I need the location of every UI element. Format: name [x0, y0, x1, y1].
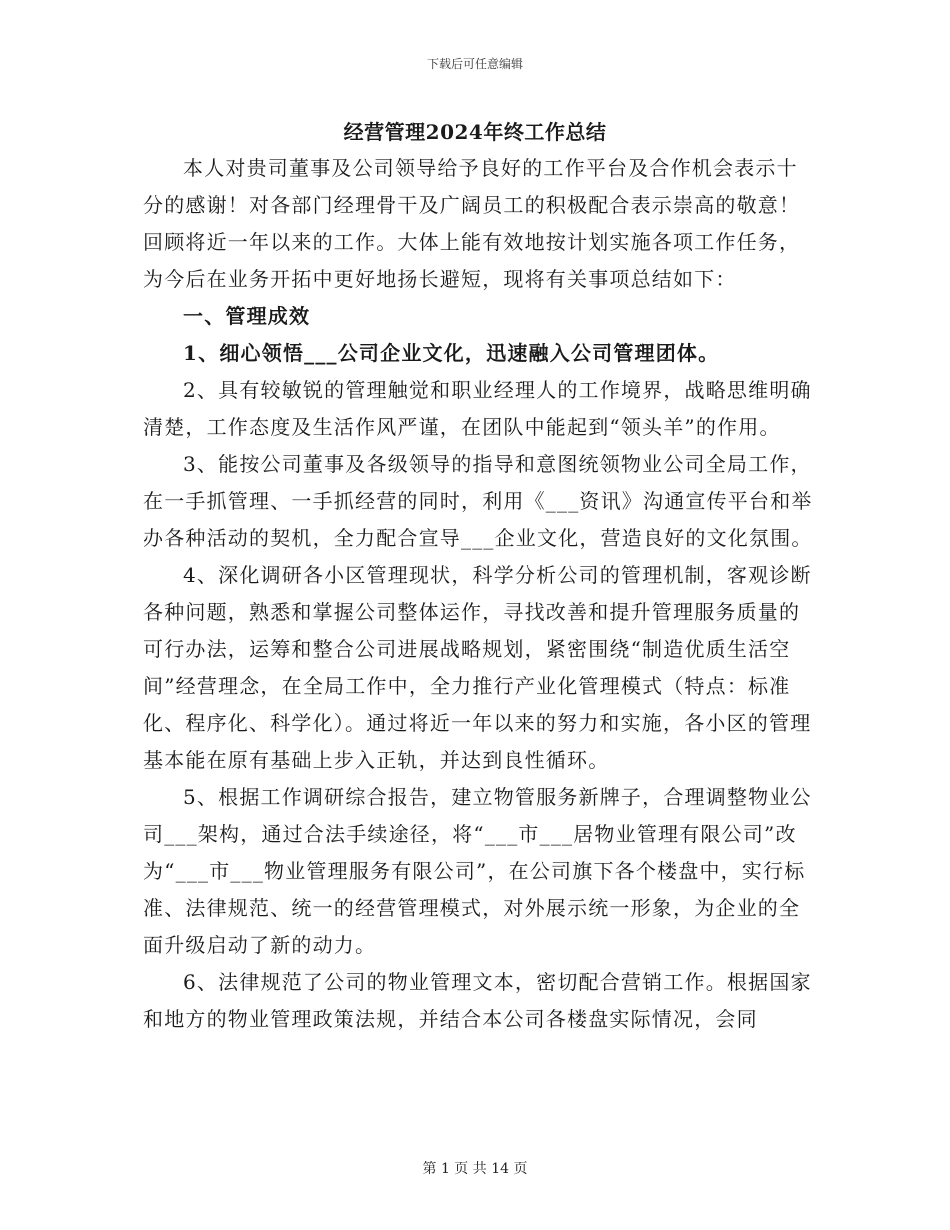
paragraph-item-4: 4、深化调研各小区管理现状，科学分析公司的管理机制，客观诊断各种问题，熟悉和掌握公司整体运作，寻找改善和提升管理服务质量的可行办法，运筹和整合公司进展战略规划，紧密围绕“制造优质生活空间”经营理念，在全局工作中，全力推行产业化管理模式（特点：标准化、程序化、科学化）。通过将近一年以来的努力和实施，各小区的管理基本能在原有基础上步入正轨，并达到良性循环。: [143, 563, 812, 772]
paragraph-item-1: 1、细心领悟___公司企业文化，迅速融入公司管理团体。: [183, 341, 720, 365]
document-title: 经营管理2024年终工作总结: [343, 120, 607, 144]
page-footer: 第 1 页 共 14 页: [422, 1161, 528, 1177]
paragraph-item-2: 2、具有较敏锐的管理触觉和职业经理人的工作境界，战略思维明确清楚，工作态度及生活作风严谨，在团队中能起到“领头羊”的作用。: [143, 378, 812, 439]
section-heading: 一、管理成效: [183, 304, 311, 328]
header-note: 下载后可任意编辑: [426, 57, 523, 71]
paragraph-item-6: 6、法律规范了公司的物业管理文本，密切配合营销工作。根据国家和地方的物业管理政策法规，并结合本公司各楼盘实际情况，会同: [143, 970, 812, 1031]
document-body: [143, 150, 813, 1038]
paragraph-intro: 本人对贵司董事及公司领导给予良好的工作平台及合作机会表示十分的感谢！对各部门经理骨干及广阔员工的积极配合表示崇高的敬意！回顾将近一年以来的工作。大体上能有效地按计划实施各项工作任务，为今后在业务开拓中更好地扬长避短，现将有关事项总结如下：: [143, 156, 801, 291]
paragraph-item-3: 3、能按公司董事及各级领导的指导和意图统领物业公司全局工作，在一手抓管理、一手抓经营的同时，利用《___资讯》沟通宣传平台和举办各种活动的契机，全力配合宣导___企业文化，营造良好的文化氛围。: [143, 452, 813, 550]
paragraph-item-5: 5、根据工作调研综合报告，建立物管服务新牌子，合理调整物业公司___架构，通过合法手续途径，将“___市___居物业管理有限公司”改为“___市___物业管理服务有限公司”，在公司旗下各个楼盘中，实行标准、法律规范、统一的经营管理模式，对外展示统一形象，为企业的全面升级启动了新的动力。: [143, 785, 812, 957]
